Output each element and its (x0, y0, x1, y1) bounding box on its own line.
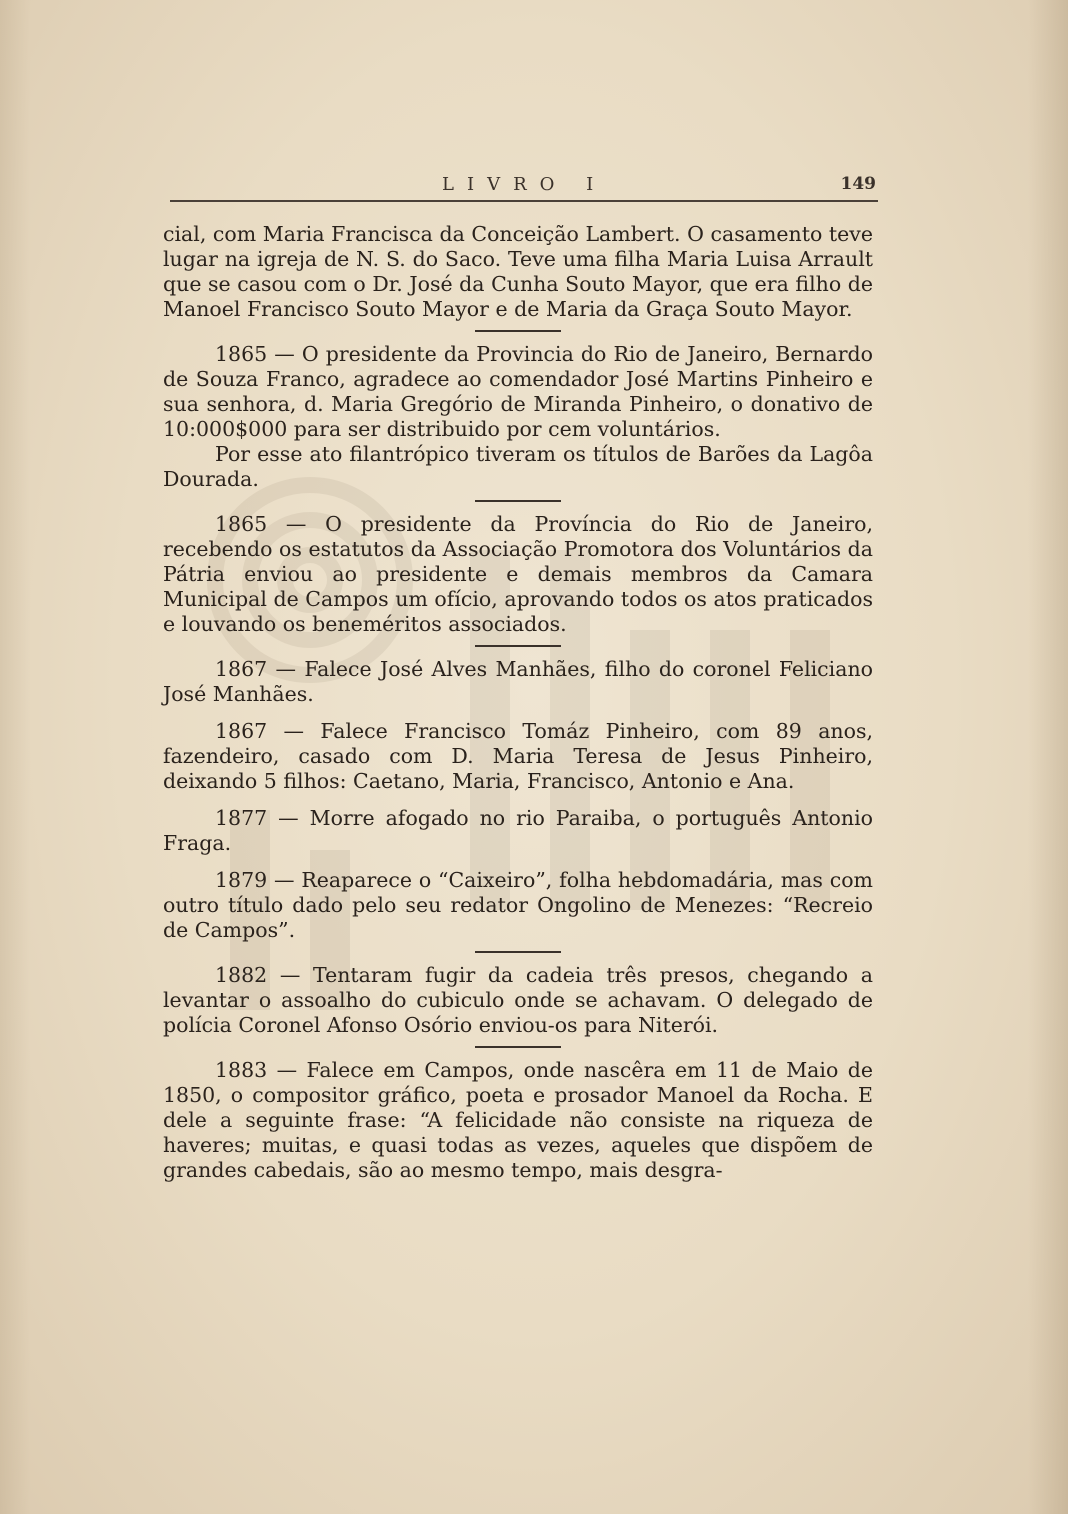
entry-separator (475, 500, 561, 502)
page-right-shadow (1028, 0, 1068, 1514)
paragraph-continuation: cial, com Maria Francisca da Conceição Lambert. O casamento teve lugar na igreja de N. S. do Saco. Teve uma filha Maria Luisa Arrault que se casou com o Dr. José da Cunha Souto Mayor, que era filho de Manoel Francisco Souto Mayor e de Maria da Graça Souto Mayor. (163, 222, 873, 321)
entry-1867-manhaes: 1867 — Falece José Alves Manhães, filho do coronel Feliciano José Manhães. (163, 657, 873, 706)
page-left-shadow (0, 0, 30, 1514)
entry-1879-caixeiro: 1879 — Reaparece o “Caixeiro”, folha hebdomadária, mas com outro título dado pelo seu redator Ongolino de Menezes: “Recreio de Campos”. (163, 868, 873, 942)
entry-1877-fraga: 1877 — Morre afogado no rio Paraiba, o português Antonio Fraga. (163, 806, 873, 855)
entry-separator (475, 1046, 561, 1048)
page-body (163, 222, 873, 1183)
entry-1865-donation-note: Por esse ato filantrópico tiveram os títulos de Barões da Lagôa Dourada. (163, 442, 873, 491)
entry-1865-donation: 1865 — O presidente da Provincia do Rio de Janeiro, Bernardo de Souza Franco, agradece ao comendador José Martins Pinheiro e sua senhora, d. Maria Gregório de Miranda Pinheiro, o donativo de 10:000$000 para ser distribuido por cem voluntários. (163, 342, 873, 441)
entry-1882-presos: 1882 — Tentaram fugir da cadeia três presos, chegando a levantar o assoalho do cubiculo onde se achavam. O delegado de polícia Coronel Afonso Osório enviou-os para Niterói. (163, 963, 873, 1037)
entry-1867-pinheiro: 1867 — Falece Francisco Tomáz Pinheiro, com 89 anos, fazendeiro, casado com D. Maria Teresa de Jesus Pinheiro, deixando 5 filhos: Caetano, Maria, Francisco, Antonio e Ana. (163, 719, 873, 793)
running-header-title: LIVRO I (442, 174, 607, 195)
running-header (170, 174, 878, 204)
entry-separator (475, 951, 561, 953)
entry-separator (475, 645, 561, 647)
entry-separator (475, 330, 561, 332)
header-rule (170, 200, 878, 202)
page-number: 149 (840, 174, 876, 194)
entry-1883-rocha: 1883 — Falece em Campos, onde nascêra em 11 de Maio de 1850, o compositor gráfico, poeta e prosador Manoel da Rocha. E dele a seguinte frase: “A felicidade não consiste na riqueza de haveres; muitas, e quasi todas as vezes, aqueles que dispõem de grandes cabedais, são ao mesmo tempo, mais desgra- (163, 1058, 873, 1182)
entry-1865-statutes: 1865 — O presidente da Província do Rio de Janeiro, recebendo os estatutos da Associação Promotora dos Voluntários da Pátria enviou ao presidente e demais membros da Camara Municipal de Campos um ofício, aprovando todos os atos praticados e louvando os beneméritos associados. (163, 512, 873, 636)
